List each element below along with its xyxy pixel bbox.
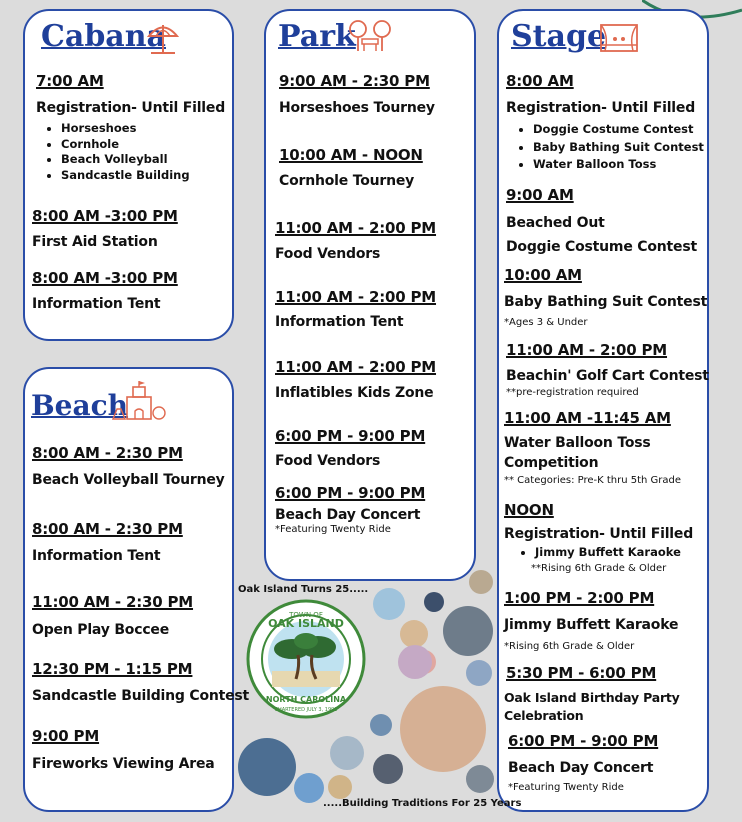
time-label: 1:00 PM - 2:00 PM (504, 589, 655, 607)
list-item: • Baby Bathing Suit Contest (533, 140, 704, 156)
time-label: 9:00 AM (506, 186, 574, 204)
list-item: • Beach Volleyball (61, 152, 190, 168)
time-label: 11:00 AM - 2:00 PM (506, 341, 668, 359)
event-label: Cornhole Tourney (279, 173, 415, 189)
event-label: Doggie Costume Contest (506, 239, 697, 255)
photo-circle (400, 686, 486, 772)
event-label: Beached Out (506, 215, 605, 231)
list-item: • Cornhole (61, 137, 190, 153)
time-label: 11:00 AM - 2:00 PM (275, 288, 437, 306)
event-note: ** Categories: Pre-K thru 5th Grade (504, 475, 682, 486)
time-label: 6:00 PM - 9:00 PM (508, 732, 659, 750)
time-label: 10:00 AM - NOON (279, 146, 423, 164)
time-label: 6:00 PM - 9:00 PM (275, 427, 426, 445)
cabana-title: Cabana (41, 19, 166, 54)
time-label: 9:00 AM - 2:30 PM (279, 72, 430, 90)
event-label: Beachin' Golf Cart Contest (506, 368, 709, 384)
list-item: • Doggie Costume Contest (533, 122, 704, 138)
event-note: **Rising 6th Grade & Older (531, 563, 667, 574)
seal-text-2: OAK ISLAND (268, 617, 344, 630)
event-label: Food Vendors (275, 246, 381, 262)
time-label: 10:00 AM (504, 266, 582, 284)
event-label: Horseshoes Tourney (279, 100, 435, 116)
event-note: *Ages 3 & Under (504, 317, 588, 328)
time-label: 8:00 AM -3:00 PM (32, 207, 178, 225)
photo-circle (466, 765, 494, 793)
seal-text-1: TOWN OF (289, 611, 323, 619)
seal-text-4: CHARTERED JULY 3, 1999 (274, 707, 338, 713)
photo-circle (373, 588, 405, 620)
time-label: 5:30 PM - 6:00 PM (506, 664, 657, 682)
beach-panel (23, 367, 250, 812)
event-label: Celebration (504, 708, 584, 723)
event-label: Fireworks Viewing Area (32, 756, 215, 772)
bullet-list (45, 121, 190, 183)
list-item: • Jimmy Buffett Karaoke (535, 545, 681, 561)
event-label: Information Tent (275, 314, 404, 330)
event-label: First Aid Station (32, 234, 158, 250)
bullet-list (517, 122, 704, 173)
photo-circle (469, 570, 493, 594)
event-label: Registration- Until Filled (506, 100, 696, 116)
event-label: Oak Island Birthday Party (504, 690, 680, 705)
time-label: 7:00 AM (36, 72, 104, 90)
event-label: Inflatibles Kids Zone (275, 385, 434, 401)
event-label: Open Play Boccee (32, 622, 170, 638)
event-note: **pre-registration required (506, 387, 639, 398)
event-label: Beach Volleyball Tourney (32, 472, 225, 488)
event-label: Registration- Until Filled (36, 100, 226, 116)
photo-circle (373, 754, 403, 784)
stage-title: Stage (511, 19, 607, 54)
photo-circle (328, 775, 352, 799)
list-item: • Water Balloon Toss (533, 157, 704, 173)
photo-circle (294, 773, 324, 803)
photo-circle (330, 736, 364, 770)
park-panel (264, 9, 476, 581)
time-label: 8:00 AM (506, 72, 574, 90)
photo-circle (400, 620, 428, 648)
photo-circle (466, 660, 492, 686)
event-label: Water Balloon Toss (504, 435, 651, 451)
top-caption: Oak Island Turns 25..... (238, 584, 369, 595)
event-note: *Rising 6th Grade & Older (504, 641, 635, 652)
time-label: NOON (504, 501, 554, 519)
time-label: 11:00 AM - 2:00 PM (275, 219, 437, 237)
photo-circle (370, 714, 392, 736)
beach-title: Beach (31, 389, 129, 422)
bullet-list (519, 545, 681, 561)
photo-circle (398, 645, 432, 679)
bottom-caption: .....Building Traditions For 25 Years (323, 798, 522, 809)
event-label: Competition (504, 455, 599, 471)
event-note: *Featuring Twenty Ride (275, 524, 391, 535)
time-label: 8:00 AM - 2:30 PM (32, 444, 183, 462)
seal-text-3: NORTH CAROLINA (265, 695, 347, 704)
stage-panel (497, 9, 709, 812)
event-label: Registration- Until Filled (504, 526, 694, 542)
park-bench-icon (348, 17, 392, 55)
photo-circle (443, 606, 493, 656)
list-item: • Horseshoes (61, 121, 190, 137)
photo-circle (238, 738, 296, 796)
event-note: *Featuring Twenty Ride (508, 782, 624, 793)
umbrella-icon (147, 21, 179, 55)
event-label: Beach Day Concert (275, 507, 421, 523)
list-item: • Sandcastle Building (61, 168, 190, 184)
time-label: 8:00 AM -3:00 PM (32, 269, 178, 287)
time-label: 8:00 AM - 2:30 PM (32, 520, 183, 538)
cabana-panel (23, 9, 234, 341)
park-title: Park (278, 19, 356, 54)
time-label: 12:30 PM - 1:15 PM (32, 660, 193, 678)
event-label: Information Tent (32, 296, 161, 312)
time-label: 11:00 AM -11:45 AM (504, 409, 671, 427)
oak-island-seal-logo (246, 599, 366, 719)
time-label: 11:00 AM - 2:30 PM (32, 593, 194, 611)
photo-circle (424, 592, 444, 612)
sandcastle-icon (111, 381, 169, 423)
event-label: Food Vendors (275, 453, 381, 469)
time-label: 6:00 PM - 9:00 PM (275, 484, 426, 502)
event-label: Sandcastle Building Contest (32, 688, 250, 704)
time-label: 11:00 AM - 2:00 PM (275, 358, 437, 376)
time-label: 9:00 PM (32, 727, 100, 745)
event-label: Jimmy Buffett Karaoke (504, 617, 679, 633)
stage-icon (599, 21, 639, 55)
event-label: Information Tent (32, 548, 161, 564)
event-label: Beach Day Concert (508, 760, 654, 776)
event-label: Baby Bathing Suit Contest (504, 294, 708, 310)
